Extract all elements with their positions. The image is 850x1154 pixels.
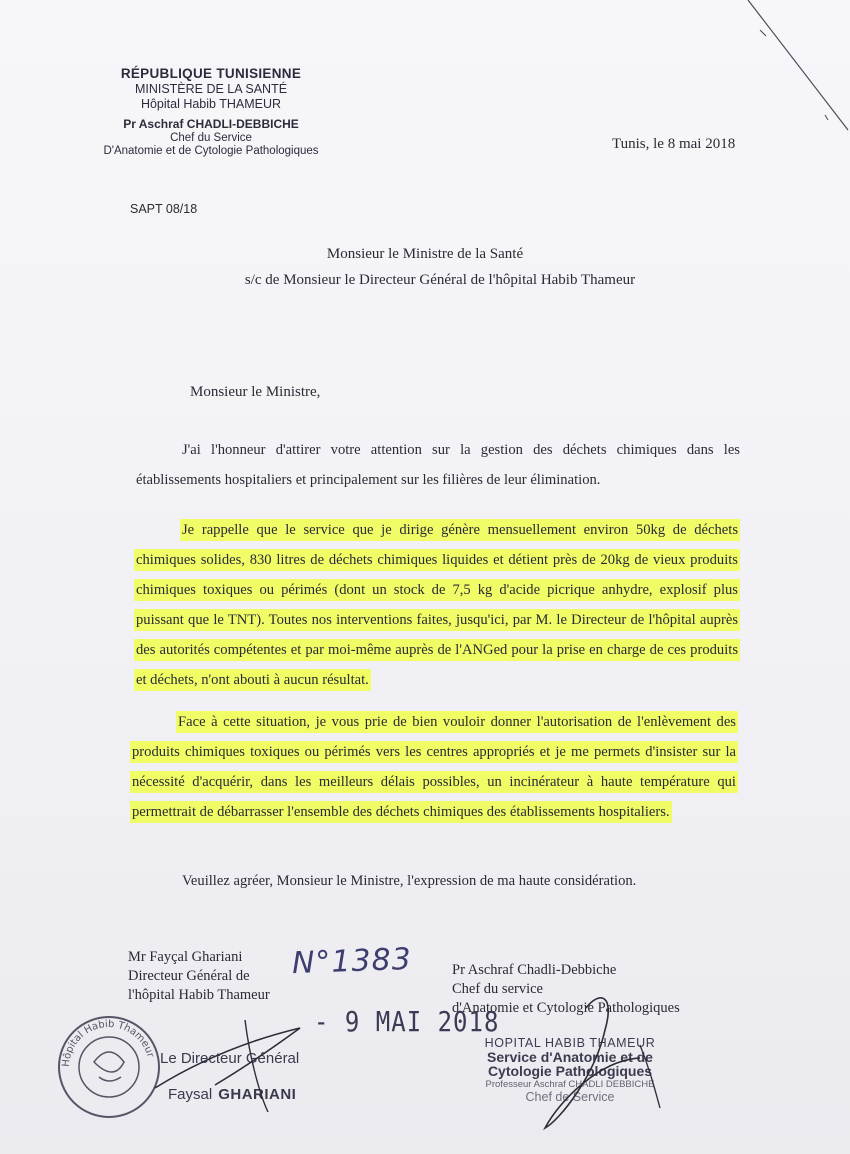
author-title-1: Chef du service bbox=[452, 981, 543, 997]
department-stamp-line-2: Service d'Anatomie et de bbox=[487, 1049, 653, 1065]
signature-block-director bbox=[128, 948, 270, 1005]
body-paragraph-2 bbox=[134, 515, 740, 695]
salutation: Monsieur le Ministre, bbox=[190, 384, 321, 400]
letterhead-author-role: Chef du Service bbox=[170, 132, 252, 144]
round-hospital-stamp bbox=[54, 1012, 164, 1122]
body-paragraph-1-text: J'ai l'honneur d'attirer votre attention sur la gestion des déchets chimiques dans les établissements hospitaliers et principalement sur les filières de leur élimination. bbox=[136, 442, 740, 488]
svg-text:Hôpital Habib Thameur bbox=[61, 1019, 156, 1067]
recipient-line-2: s/c de Monsieur le Directeur Général de l'hôpital Habib Thameur bbox=[244, 272, 636, 288]
department-stamp bbox=[470, 1036, 670, 1104]
round-stamp-text: Hôpital Habib Thameur bbox=[60, 1018, 156, 1068]
page-fold-lines bbox=[720, 0, 850, 150]
director-title-1: Directeur Général de bbox=[128, 968, 250, 984]
letter-reference: SAPT 08/18 bbox=[130, 202, 198, 216]
received-date-stamp: - 9 MAI 2018 bbox=[314, 1005, 500, 1039]
highlighted-paragraph-2: Je rappelle que le service que je dirige génère mensuellement environ 50kg de déchets chimiques solides, 830 litres de déchets chimiques liquides et détient près de 20kg de vieux produits chimiques toxiques ou périmés (dont un stock de 7,5 kg d'acide picrique anhydre, explosif plus puissant que le TNT). Toutes nos interventions faites, jusqu'ici, par M. le Directeur de l'hôpital auprès des autorités compétentes et par moi-même auprès de l'ANGed pour la prise en charge de ces produits et déchets, n'ont abouti à aucun résultat. bbox=[134, 519, 740, 691]
highlighted-paragraph-3: Face à cette situation, je vous prie de bien vouloir donner l'autorisation de l'enlèvement des produits chimiques toxiques ou périmés vers les centres appropriés et je me permets d'insister sur la nécessité d'acquérir, dans les meilleurs délais possibles, un incinérateur à haute température qui permettrait de débarrasser l'ensemble des déchets chimiques des établissements hospitaliers. bbox=[130, 711, 738, 823]
department-stamp-line-3: Cytologie Pathologiques bbox=[487, 1063, 653, 1079]
letterhead-country: RÉPUBLIQUE TUNISIENNE bbox=[120, 66, 302, 81]
director-stamp-first: Faysal bbox=[168, 1086, 213, 1103]
closing-formula: Veuillez agréer, Monsieur le Ministre, l'expression de ma haute considération. bbox=[182, 873, 637, 889]
letter-date: Tunis, le 8 mai 2018 bbox=[612, 136, 736, 152]
letterhead-department: D'Anatomie et de Cytologie Pathologiques bbox=[103, 145, 319, 157]
letterhead-ministry: MINISTÈRE DE LA SANTÉ bbox=[134, 82, 288, 96]
director-stamp-name bbox=[168, 1086, 296, 1103]
director-stamp-last: GHARIANI bbox=[218, 1086, 297, 1103]
author-title-2: d'Anatomie et Cytologie Pathologiques bbox=[452, 1000, 680, 1016]
department-stamp-line-4: Professeur Aschraf CHADLI DEBBICHE bbox=[485, 1079, 655, 1090]
body-paragraph-3 bbox=[130, 707, 738, 827]
letterhead-hospital: Hôpital Habib THAMEUR bbox=[140, 97, 282, 111]
director-stamp-title: Le Directeur Général bbox=[160, 1050, 300, 1067]
department-stamp-line-5: Chef de Service bbox=[525, 1090, 615, 1104]
body-paragraph-1 bbox=[136, 435, 740, 495]
registration-number: N°1383 bbox=[291, 941, 413, 982]
letterhead bbox=[96, 66, 326, 157]
director-name: Mr Fayçal Ghariani bbox=[128, 949, 243, 965]
department-stamp-line-1: HOPITAL HABIB THAMEUR bbox=[484, 1036, 656, 1050]
letterhead-author: Pr Aschraf CHADLI-DEBBICHE bbox=[123, 117, 299, 131]
recipient-line-1: Monsieur le Ministre de la Santé bbox=[326, 246, 524, 262]
director-title-2: l'hôpital Habib Thameur bbox=[128, 987, 270, 1003]
author-name: Pr Aschraf Chadli-Debbiche bbox=[452, 962, 617, 978]
